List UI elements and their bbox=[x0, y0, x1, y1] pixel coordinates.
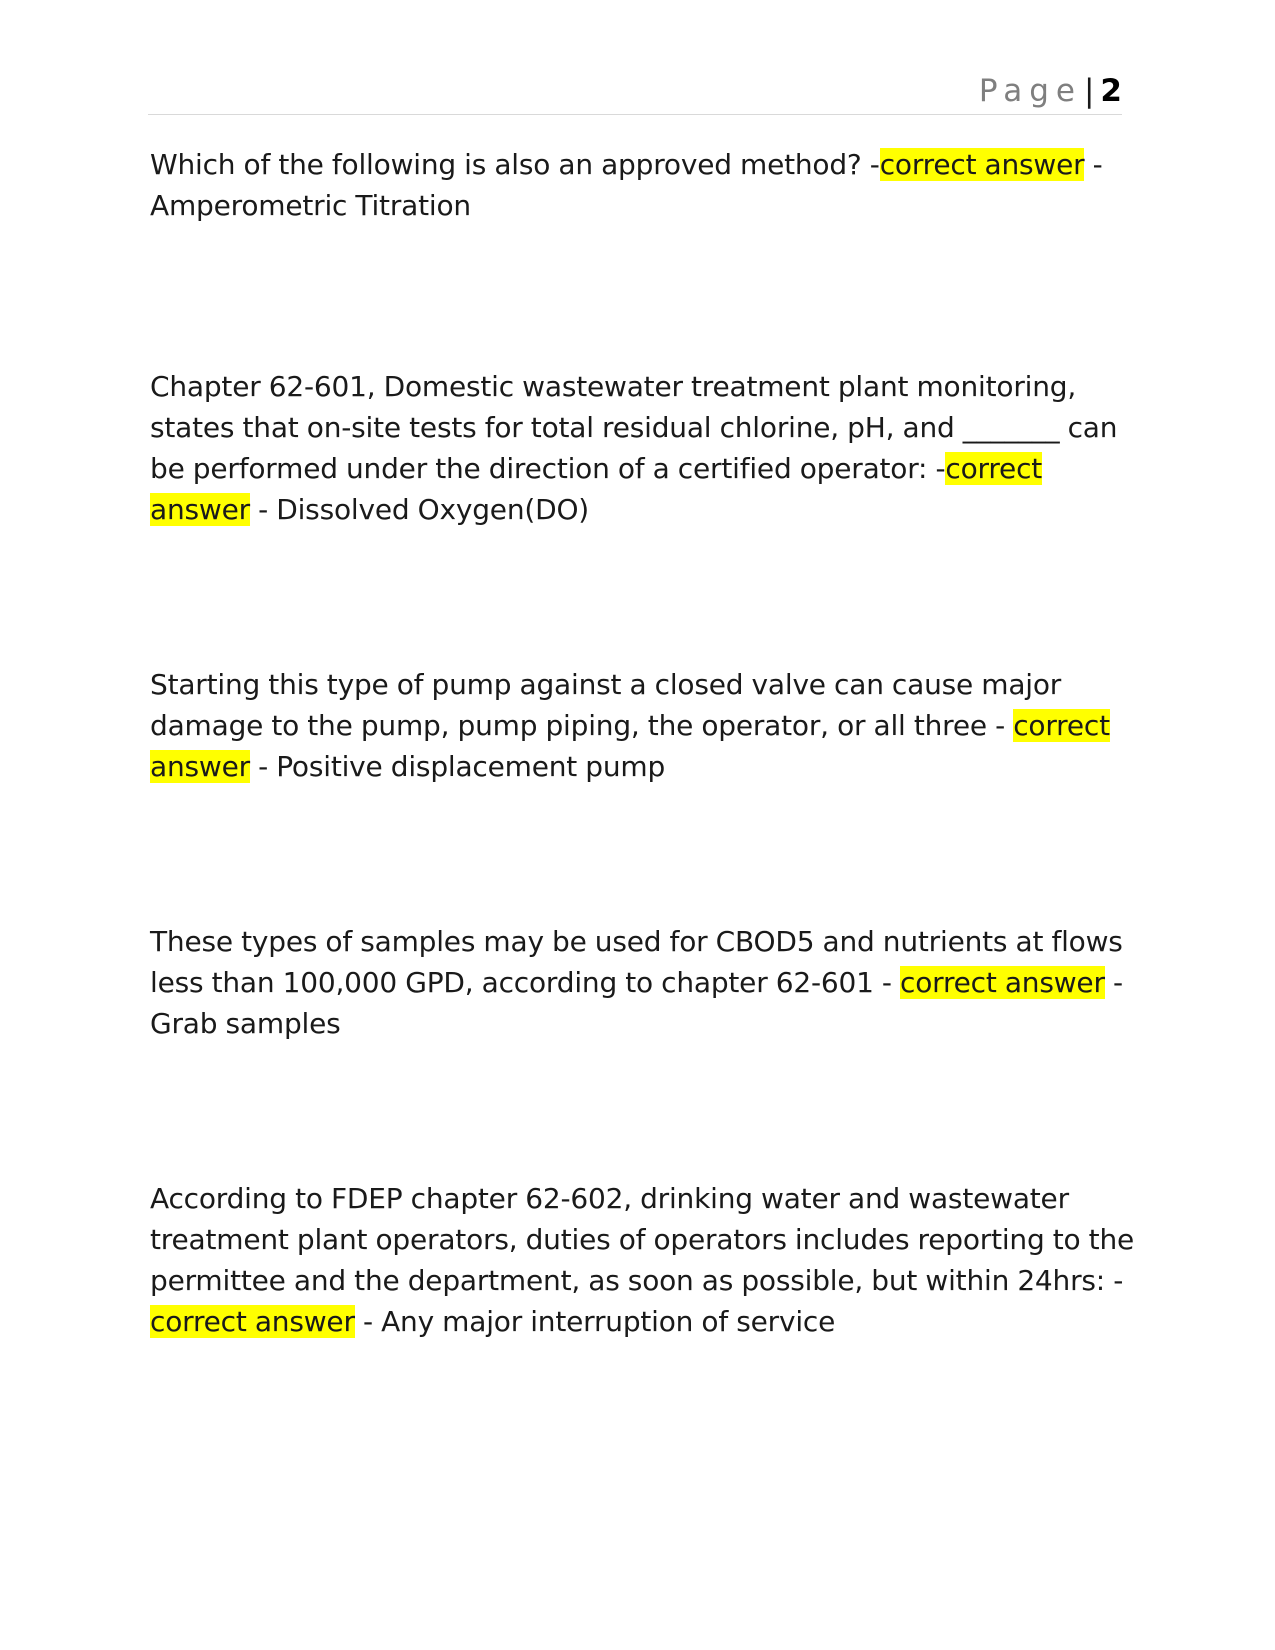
qa-item-5 bbox=[150, 1178, 1135, 1342]
qa-item-3 bbox=[150, 664, 1135, 787]
page-label: Page bbox=[978, 73, 1082, 109]
question-text: According to FDEP chapter 62-602, drinking water and wastewater treatment plant operators, duties of operators includes reporting to the permittee and the department, as soon as possible, but within 24hrs: - bbox=[150, 1182, 1135, 1297]
page-header bbox=[148, 72, 1122, 115]
qa-item-2 bbox=[150, 366, 1135, 530]
question-text: These types of samples may be used for CBOD5 and nutrients at flows less than 100,000 GPD, according to chapter 62-601 - bbox=[150, 925, 1123, 999]
correct-answer-marker: correct answer bbox=[900, 966, 1105, 999]
question-text: Chapter 62-601, Domestic wastewater treatment plant monitoring, states that on-site tests for total residual chlorine, pH, and _______ can be performed under the direction of a certified operator: - bbox=[150, 370, 1118, 485]
page-number: 2 bbox=[1100, 73, 1122, 109]
answer-text: - Positive displacement pump bbox=[249, 750, 666, 783]
question-text: Starting this type of pump against a closed valve can cause major damage to the pump, pump piping, the operator, or all three - bbox=[150, 668, 1062, 742]
page-separator: | bbox=[1083, 73, 1095, 109]
correct-answer-marker: correct answer bbox=[879, 148, 1085, 181]
correct-answer-marker: correct answer bbox=[150, 1305, 355, 1338]
qa-item-4 bbox=[150, 921, 1135, 1044]
qa-item-1 bbox=[150, 144, 1135, 226]
answer-text: - Amperometric Titration bbox=[150, 148, 1103, 222]
question-text: Which of the following is also an approved method? - bbox=[150, 148, 880, 181]
answer-text: - Grab samples bbox=[150, 966, 1123, 1040]
answer-text: - Dissolved Oxygen(DO) bbox=[249, 493, 590, 526]
correct-answer-marker: correct answer bbox=[150, 709, 1110, 783]
answer-text: - Any major interruption of service bbox=[354, 1305, 836, 1338]
correct-answer-marker: correct answer bbox=[150, 452, 1043, 526]
